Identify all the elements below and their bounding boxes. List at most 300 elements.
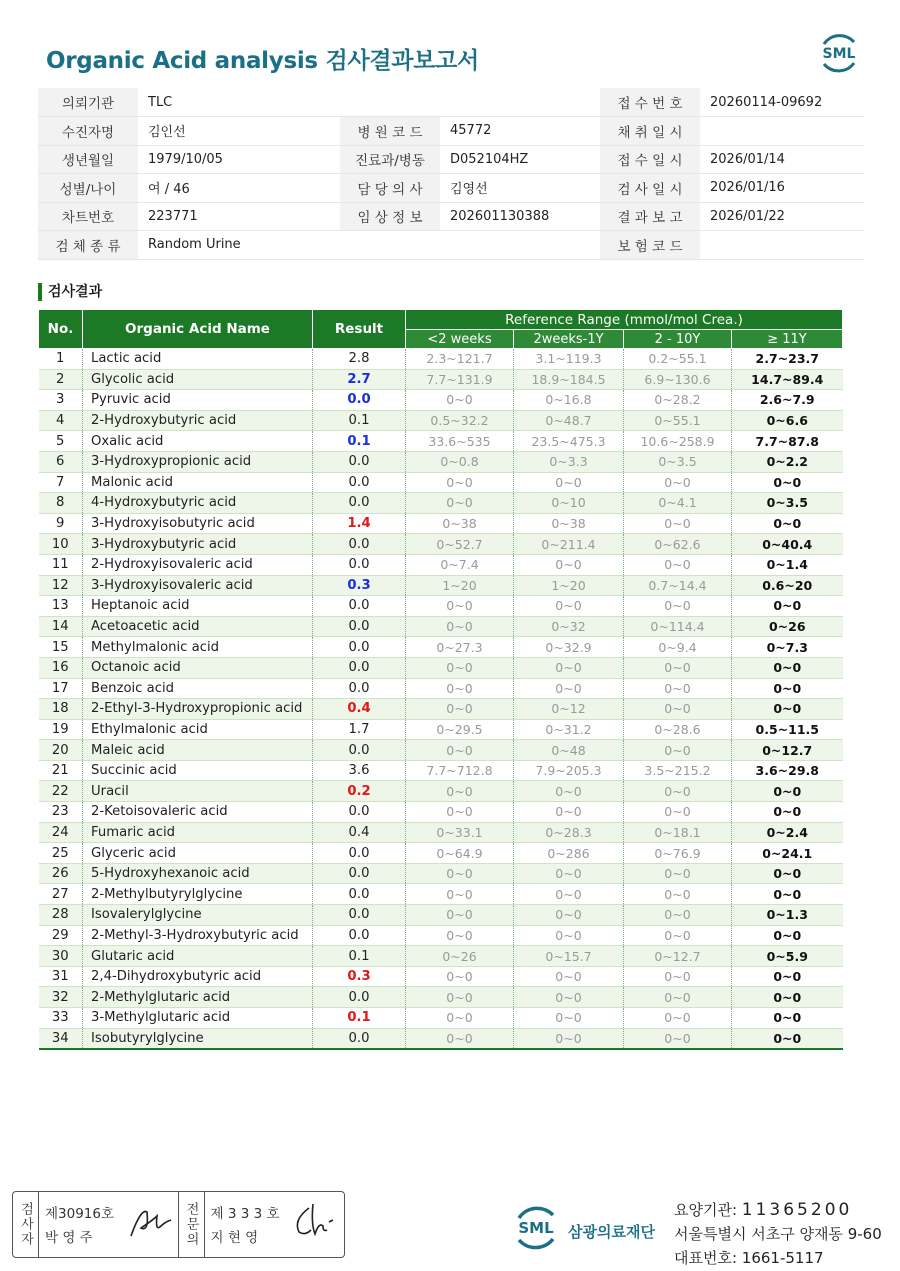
range-ge11y: 0~2.4 [732, 822, 843, 843]
examiner-name: 박 영 주 [45, 1230, 93, 1246]
result-value: 0.1 [313, 410, 406, 431]
table-row [39, 843, 843, 864]
info-row [38, 231, 864, 260]
phone-line [674, 1246, 882, 1270]
result-value: 0.0 [313, 925, 406, 946]
range-ge11y: 0~0 [732, 1008, 843, 1029]
range-2w1y: 18.9~184.5 [514, 369, 624, 390]
info-value: 2026/01/16 [700, 174, 864, 203]
range-ge11y: 14.7~89.4 [732, 369, 843, 390]
row-number: 7 [39, 472, 83, 493]
range-lt2w: 0~27.3 [406, 637, 514, 658]
table-row [39, 884, 843, 905]
row-number: 23 [39, 802, 83, 823]
acid-name: Octanoic acid [83, 657, 313, 678]
result-value: 0.2 [313, 781, 406, 802]
table-row [39, 678, 843, 699]
logo-text: SML [822, 46, 856, 62]
range-2w1y: 0~16.8 [514, 390, 624, 411]
acid-name: 3-Hydroxypropionic acid [83, 451, 313, 472]
range-2to10y: 0~0 [624, 1008, 732, 1029]
acid-name: 2-Hydroxybutyric acid [83, 410, 313, 431]
table-row [39, 616, 843, 637]
row-number: 16 [39, 657, 83, 678]
table-row [39, 575, 843, 596]
range-2w1y: 0~31.2 [514, 719, 624, 740]
result-value: 0.4 [313, 822, 406, 843]
range-2w1y: 0~0 [514, 554, 624, 575]
address: 서울특별시 서초구 양재동 9-60 [674, 1225, 882, 1243]
acid-name: Uracil [83, 781, 313, 802]
results-table [38, 309, 843, 1050]
row-number: 20 [39, 740, 83, 761]
range-2w1y: 0~0 [514, 596, 624, 617]
range-ge11y: 0~0 [732, 513, 843, 534]
range-ge11y: 0~0 [732, 657, 843, 678]
header-range-2w1y: 2weeks-1Y [514, 330, 624, 349]
row-number: 8 [39, 493, 83, 514]
info-value: D052104HZ [440, 145, 600, 174]
range-lt2w: 0~0 [406, 472, 514, 493]
footer-sml-logo-icon [510, 1202, 562, 1254]
range-2w1y: 0~0 [514, 905, 624, 926]
table-row [39, 472, 843, 493]
range-2w1y: 0~32.9 [514, 637, 624, 658]
range-2to10y: 0~0 [624, 987, 732, 1008]
row-number: 17 [39, 678, 83, 699]
result-value: 0.0 [313, 843, 406, 864]
range-2to10y: 0~0 [624, 472, 732, 493]
table-row [39, 966, 843, 987]
info-label: 성별/나이 [38, 174, 138, 203]
table-row [39, 596, 843, 617]
range-lt2w: 0~0 [406, 884, 514, 905]
range-2to10y: 0~0 [624, 657, 732, 678]
row-number: 10 [39, 534, 83, 555]
range-lt2w: 0~0 [406, 678, 514, 699]
info-label: 수진자명 [38, 117, 138, 146]
range-2to10y: 0~28.2 [624, 390, 732, 411]
range-ge11y: 0~3.5 [732, 493, 843, 514]
phone-label: 대표번호: [674, 1249, 738, 1267]
result-value: 0.0 [313, 987, 406, 1008]
range-2w1y: 0~38 [514, 513, 624, 534]
result-value: 0.3 [313, 575, 406, 596]
result-value: 0.4 [313, 699, 406, 720]
report-title: Organic Acid analysis 검사결과보고서 [46, 48, 479, 74]
result-value: 2.8 [313, 349, 406, 370]
row-number: 12 [39, 575, 83, 596]
info-row [38, 145, 864, 174]
info-label: 검 사 일 시 [600, 174, 700, 203]
range-lt2w: 0~0.8 [406, 451, 514, 472]
range-lt2w: 0~0 [406, 596, 514, 617]
range-lt2w: 0~0 [406, 616, 514, 637]
info-value: 223771 [138, 202, 340, 231]
info-value: 45772 [440, 117, 600, 146]
range-2w1y: 23.5~475.3 [514, 431, 624, 452]
result-value: 0.0 [313, 1028, 406, 1049]
table-row [39, 431, 843, 452]
result-value: 0.0 [313, 451, 406, 472]
info-value: 20260114-09692 [700, 88, 864, 117]
info-value [700, 231, 864, 260]
range-lt2w: 0~0 [406, 1028, 514, 1049]
table-row [39, 863, 843, 884]
range-ge11y: 0~6.6 [732, 410, 843, 431]
result-value: 0.1 [313, 1008, 406, 1029]
acid-name: 2,4-Dihydroxybutyric acid [83, 966, 313, 987]
institution-label: 요양기관: [674, 1201, 738, 1219]
range-2to10y: 0~0 [624, 678, 732, 699]
info-label: 보 험 코 드 [600, 231, 700, 260]
range-lt2w: 2.3~121.7 [406, 349, 514, 370]
acid-name: Ethylmalonic acid [83, 719, 313, 740]
range-2to10y: 0~9.4 [624, 637, 732, 658]
range-lt2w: 0~0 [406, 802, 514, 823]
table-row [39, 451, 843, 472]
range-2w1y: 0~286 [514, 843, 624, 864]
range-lt2w: 0~0 [406, 493, 514, 514]
info-label: 진료과/병동 [340, 145, 440, 174]
institution-number: 11365200 [741, 1200, 853, 1220]
range-2w1y: 3.1~119.3 [514, 349, 624, 370]
range-2w1y: 0~0 [514, 657, 624, 678]
range-ge11y: 0.5~11.5 [732, 719, 843, 740]
range-ge11y: 2.6~7.9 [732, 390, 843, 411]
acid-name: 2-Methyl-3-Hydroxybutyric acid [83, 925, 313, 946]
info-value [440, 231, 600, 260]
info-value: 김인선 [138, 117, 340, 146]
info-label: 채 취 일 시 [600, 117, 700, 146]
result-value: 1.7 [313, 719, 406, 740]
range-ge11y: 0~26 [732, 616, 843, 637]
table-row [39, 1008, 843, 1029]
range-2to10y: 0~0 [624, 802, 732, 823]
result-value: 0.0 [313, 616, 406, 637]
range-2to10y: 0~0 [624, 554, 732, 575]
range-ge11y: 3.6~29.8 [732, 760, 843, 781]
info-row [38, 88, 864, 117]
result-value: 0.0 [313, 534, 406, 555]
range-2w1y: 0~3.3 [514, 451, 624, 472]
range-2w1y: 0~0 [514, 802, 624, 823]
row-number: 28 [39, 905, 83, 926]
range-2to10y: 0~0 [624, 884, 732, 905]
range-2to10y: 0~55.1 [624, 410, 732, 431]
range-2w1y: 0~0 [514, 1008, 624, 1029]
sml-logo-icon [816, 30, 862, 76]
range-lt2w: 0~0 [406, 699, 514, 720]
info-label: 생년월일 [38, 145, 138, 174]
acid-name: Glutaric acid [83, 946, 313, 967]
range-lt2w: 33.6~535 [406, 431, 514, 452]
table-row [39, 719, 843, 740]
info-row [38, 117, 864, 146]
result-value: 0.0 [313, 802, 406, 823]
range-ge11y: 0~5.9 [732, 946, 843, 967]
range-ge11y: 2.7~23.7 [732, 349, 843, 370]
range-ge11y: 0~0 [732, 1028, 843, 1049]
range-lt2w: 1~20 [406, 575, 514, 596]
table-row [39, 781, 843, 802]
info-value: 1979/10/05 [138, 145, 340, 174]
table-row [39, 513, 843, 534]
examiner-signature-icon [127, 1202, 175, 1242]
range-lt2w: 0~0 [406, 740, 514, 761]
range-2w1y: 0~0 [514, 781, 624, 802]
range-ge11y: 0~0 [732, 863, 843, 884]
row-number: 4 [39, 410, 83, 431]
range-lt2w: 0~0 [406, 863, 514, 884]
range-ge11y: 7.7~87.8 [732, 431, 843, 452]
range-2to10y: 6.9~130.6 [624, 369, 732, 390]
signature-box [12, 1191, 345, 1258]
result-value: 0.3 [313, 966, 406, 987]
range-2to10y: 0~114.4 [624, 616, 732, 637]
range-ge11y: 0~0 [732, 699, 843, 720]
acid-name: Acetoacetic acid [83, 616, 313, 637]
info-label: 접 수 일 시 [600, 145, 700, 174]
range-2to10y: 0~0 [624, 1028, 732, 1049]
range-lt2w: 0~0 [406, 987, 514, 1008]
range-lt2w: 0~64.9 [406, 843, 514, 864]
result-value: 0.0 [313, 472, 406, 493]
acid-name: 2-Ethyl-3-Hydroxypropionic acid [83, 699, 313, 720]
acid-name: 3-Hydroxybutyric acid [83, 534, 313, 555]
range-2w1y: 0~48 [514, 740, 624, 761]
table-row [39, 740, 843, 761]
range-2w1y: 0~15.7 [514, 946, 624, 967]
table-row [39, 1028, 843, 1049]
range-2w1y: 0~0 [514, 966, 624, 987]
header-result: Result [313, 310, 406, 349]
footer-contact [674, 1198, 882, 1270]
institution-line [674, 1198, 882, 1222]
range-ge11y: 0~0 [732, 678, 843, 699]
range-lt2w: 0~38 [406, 513, 514, 534]
acid-name: 5-Hydroxyhexanoic acid [83, 863, 313, 884]
specialist-name: 지 현 영 [210, 1230, 259, 1246]
row-number: 9 [39, 513, 83, 534]
range-2to10y: 0~76.9 [624, 843, 732, 864]
range-lt2w: 0~33.1 [406, 822, 514, 843]
table-row [39, 534, 843, 555]
acid-name: 4-Hydroxybutyric acid [83, 493, 313, 514]
section-title: 검사결과 [38, 283, 102, 301]
info-value: 김영선 [440, 174, 600, 203]
range-lt2w: 0~26 [406, 946, 514, 967]
info-label: 임 상 정 보 [340, 202, 440, 231]
specialist-signature-icon [289, 1200, 339, 1244]
range-lt2w: 0~52.7 [406, 534, 514, 555]
row-number: 34 [39, 1028, 83, 1049]
acid-name: Fumaric acid [83, 822, 313, 843]
range-2w1y: 7.9~205.3 [514, 760, 624, 781]
row-number: 5 [39, 431, 83, 452]
result-value: 0.0 [313, 493, 406, 514]
range-2to10y: 0~62.6 [624, 534, 732, 555]
info-value: Random Urine [138, 231, 340, 260]
info-label [340, 231, 440, 260]
info-value: 2026/01/22 [700, 202, 864, 231]
info-value [700, 117, 864, 146]
acid-name: 3-Methylglutaric acid [83, 1008, 313, 1029]
table-row [39, 637, 843, 658]
range-2to10y: 0~0 [624, 863, 732, 884]
row-number: 33 [39, 1008, 83, 1029]
row-number: 19 [39, 719, 83, 740]
table-row [39, 657, 843, 678]
acid-name: 3-Hydroxyisovaleric acid [83, 575, 313, 596]
acid-name: Glycolic acid [83, 369, 313, 390]
info-row [38, 202, 864, 231]
result-value: 0.0 [313, 657, 406, 678]
row-number: 26 [39, 863, 83, 884]
range-2w1y: 0~10 [514, 493, 624, 514]
header-reference-range: Reference Range (mmol/mol Crea.) [406, 310, 843, 330]
row-number: 3 [39, 390, 83, 411]
acid-name: Methylmalonic acid [83, 637, 313, 658]
examiner-license-no: 제30916호 [45, 1206, 115, 1222]
range-ge11y: 0~40.4 [732, 534, 843, 555]
range-2w1y: 0~0 [514, 472, 624, 493]
acid-name: Lactic acid [83, 349, 313, 370]
range-ge11y: 0.6~20 [732, 575, 843, 596]
table-row [39, 699, 843, 720]
range-2to10y: 10.6~258.9 [624, 431, 732, 452]
result-value: 0.0 [313, 905, 406, 926]
header-no: No. [39, 310, 83, 349]
info-value: 여 / 46 [138, 174, 340, 203]
header-range-lt2w: <2 weeks [406, 330, 514, 349]
examiner-label: 검사자 [13, 1192, 39, 1257]
result-value: 0.0 [313, 390, 406, 411]
info-label: 결 과 보 고 [600, 202, 700, 231]
range-ge11y: 0~0 [732, 802, 843, 823]
acid-name: 2-Ketoisovaleric acid [83, 802, 313, 823]
result-value: 0.0 [313, 863, 406, 884]
table-row [39, 349, 843, 370]
acid-name: Heptanoic acid [83, 596, 313, 617]
range-lt2w: 7.7~712.8 [406, 760, 514, 781]
range-2w1y: 0~32 [514, 616, 624, 637]
info-value: 2026/01/14 [700, 145, 864, 174]
acid-name: Isovalerylglycine [83, 905, 313, 926]
info-value [440, 88, 600, 117]
table-row [39, 946, 843, 967]
header-range-2to10y: 2 - 10Y [624, 330, 732, 349]
result-value: 3.6 [313, 760, 406, 781]
range-lt2w: 7.7~131.9 [406, 369, 514, 390]
specialist-label: 전문의 [179, 1192, 205, 1257]
range-2to10y: 0~0 [624, 740, 732, 761]
info-label: 담 당 의 사 [340, 174, 440, 203]
range-ge11y: 0~0 [732, 987, 843, 1008]
acid-name: 2-Methylglutaric acid [83, 987, 313, 1008]
table-row [39, 987, 843, 1008]
info-label: 병 원 코 드 [340, 117, 440, 146]
acid-name: Benzoic acid [83, 678, 313, 699]
table-row [39, 760, 843, 781]
result-value: 0.0 [313, 678, 406, 699]
result-value: 0.0 [313, 554, 406, 575]
range-2w1y: 0~0 [514, 925, 624, 946]
range-ge11y: 0~24.1 [732, 843, 843, 864]
acid-name: Glyceric acid [83, 843, 313, 864]
acid-name: 3-Hydroxyisobutyric acid [83, 513, 313, 534]
range-lt2w: 0~0 [406, 925, 514, 946]
footer-org-name: 삼광의료재단 [568, 1223, 655, 1241]
range-lt2w: 0~29.5 [406, 719, 514, 740]
range-2to10y: 0.2~55.1 [624, 349, 732, 370]
range-2to10y: 0~0 [624, 781, 732, 802]
row-number: 14 [39, 616, 83, 637]
range-ge11y: 0~0 [732, 596, 843, 617]
range-2w1y: 0~0 [514, 678, 624, 699]
acid-name: Malonic acid [83, 472, 313, 493]
row-number: 21 [39, 760, 83, 781]
row-number: 2 [39, 369, 83, 390]
range-2to10y: 0~28.6 [624, 719, 732, 740]
acid-name: Pyruvic acid [83, 390, 313, 411]
row-number: 25 [39, 843, 83, 864]
range-2to10y: 0~0 [624, 699, 732, 720]
result-value: 0.0 [313, 740, 406, 761]
range-2to10y: 3.5~215.2 [624, 760, 732, 781]
examiner-cell [39, 1192, 179, 1257]
range-2to10y: 0.7~14.4 [624, 575, 732, 596]
table-row [39, 410, 843, 431]
specialist-cell [205, 1192, 345, 1257]
range-2to10y: 0~0 [624, 925, 732, 946]
acid-name: 2-Hydroxyisovaleric acid [83, 554, 313, 575]
range-2to10y: 0~12.7 [624, 946, 732, 967]
range-2w1y: 0~0 [514, 884, 624, 905]
acid-name: Oxalic acid [83, 431, 313, 452]
table-row [39, 554, 843, 575]
row-number: 13 [39, 596, 83, 617]
table-row [39, 905, 843, 926]
table-row [39, 802, 843, 823]
header-name: Organic Acid Name [83, 310, 313, 349]
range-ge11y: 0~0 [732, 472, 843, 493]
phone-number: 1661-5117 [741, 1249, 824, 1267]
patient-info-table [38, 88, 864, 260]
range-2to10y: 0~4.1 [624, 493, 732, 514]
range-ge11y: 0~0 [732, 781, 843, 802]
table-row [39, 822, 843, 843]
info-value: TLC [138, 88, 340, 117]
row-number: 11 [39, 554, 83, 575]
acid-name: 2-Methylbutyrylglycine [83, 884, 313, 905]
row-number: 1 [39, 349, 83, 370]
range-2w1y: 0~48.7 [514, 410, 624, 431]
info-value: 202601130388 [440, 202, 600, 231]
range-lt2w: 0.5~32.2 [406, 410, 514, 431]
range-2w1y: 0~0 [514, 863, 624, 884]
row-number: 31 [39, 966, 83, 987]
range-2w1y: 0~28.3 [514, 822, 624, 843]
range-2to10y: 0~18.1 [624, 822, 732, 843]
acid-name: Isobutyrylglycine [83, 1028, 313, 1049]
range-2to10y: 0~0 [624, 966, 732, 987]
table-row [39, 493, 843, 514]
range-lt2w: 0~0 [406, 905, 514, 926]
range-lt2w: 0~0 [406, 1008, 514, 1029]
range-ge11y: 0~7.3 [732, 637, 843, 658]
result-value: 0.1 [313, 431, 406, 452]
